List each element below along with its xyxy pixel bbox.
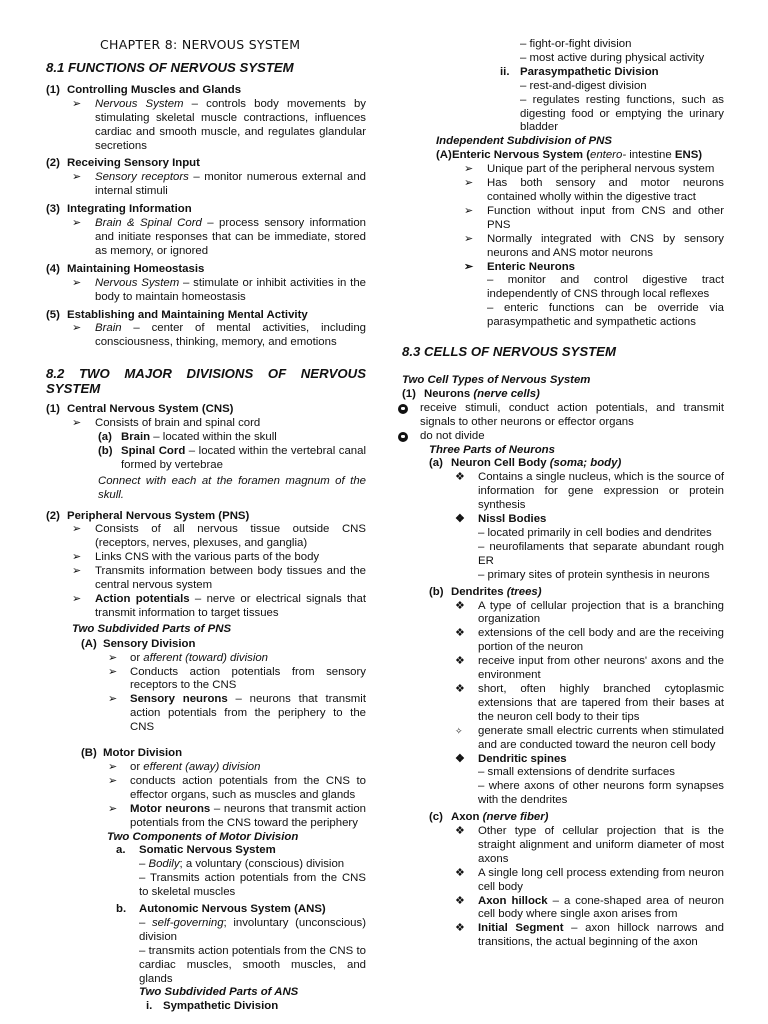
function-item-2: (2) Receiving Sensory Input ➢ Sensory receptors – monitor numerous external and internal stimuli [46, 157, 366, 198]
diamond-bullet-icon: ❖ [455, 655, 465, 668]
arrow-bullet-icon: ➢ [464, 177, 474, 190]
section-8-3-heading: 8.3 CELLS OF NERVOUS SYSTEM [402, 344, 616, 360]
diamond-bullet-icon: ❖ [455, 922, 465, 935]
small-diamond-bullet-icon: ✧ [455, 725, 463, 736]
pns-block: (2) Peripheral Nervous System (PNS) ➢ Consists of all nervous tissue outside CNS (receptors, nerves, plexuses, and ganglia) ➢ Links CNS with the various parts of the body ➢ Transmits information between body tissues and the central nervous system ➢ Action potentials – nerve or electrical signals that transmit information to target tissues Two Subdivided Parts of PNS (A) Sensory Division ➢ or afferent (toward) division ➢ Conducts action potentials from sensory receptors to the CNS ➢ Sensory neurons – neurons that transmit action potentials from the periphery to the CNS (B) Motor Division ➢ or efferent (away) division ➢ conducts action potentials from the CNS to effector organs, such as muscles and glands ➢ Motor neurons – neurons that transmit action potentials from the CNS toward the periphery Two Components of Motor Division a. Somatic Nervous System – Bodily; a voluntary (conscious) division – Transmits action potentials from the CNS to skeletal muscles b. Autonomic Nervous System (ANS) – self-governing; involuntary (unconscious) division – transmits action potentials from the CNS to cardiac muscles, smooth muscles, and glands Two Subdivided Parts of ANS i. Sympathetic Division [46, 509, 366, 1013]
arrow-bullet-icon: ➢ [464, 204, 474, 217]
cell-types-heading: Two Cell Types of Nervous System [402, 374, 591, 387]
section-8-1-heading: 8.1 FUNCTIONS OF NERVOUS SYSTEM [46, 59, 294, 75]
arrow-bullet-icon: ➢ [464, 232, 474, 245]
arrow-bullet-icon: ➢ [72, 97, 82, 110]
function-title: Controlling Muscles and Glands [67, 83, 242, 96]
right-column: – fight-or-fight division – most active during physical activity ii. Parasympathetic Division – rest-and-digest division – regulates resting functions, such as digesting food or emptying the urinary bladder Independent Subdivision of PNS (A) Enteric Nervous System (entero- intestine ENS) ➢ Unique part of the peripheral nervous system ➢ Has both sensory and motor neurons contained wholly within the digestive tract ➢ Function without input from CNS and other PNS ➢ Normally integrated with CNS by sensory neurons and ANS motor neurons ➢ Enteric Neurons – monitor and control digestive tract independently of CNS through local reflexes – enteric functions can be override via parasympathetic and sympathetic actions 8.3 CELLS OF NERVOUS SYSTEM Two Cell Types of Nervous System (1) Neurons (nerve cells) receive stimuli, conduct action potentials, and transmit signals to other neurons or effector organs do not divide Three Parts of Neurons (a) Neuron Cell Body (soma; body) ❖ Contains a single nucleus, which is the source of information for gene expression or protein synthesis ❖ Nissl Bodies – located primarily in cell bodies and dendrites – neurofilaments that separate abundant rough ER – primary sites of protein synthesis in neurons (b) Dendrites (trees) ❖ A type of cellular projection that is a branching organization ❖ extensions of the cell body and are the receiving portion of the neuron ❖ receive input from other neurons' axons and the environment ❖ short, often highly branched cytoplasmic extensions that are tapered from their bases at the neuron cell body to their tips ✧ generate small electric currents when stimulated and are conducted toward the neuron cell body ❖ Dendritic spines – small extensions of dendrite surfaces – where axons of other neurons form synapses with the dendrites (c) Axon (nerve fiber) ❖ Other type of cellular projection that is the straight alignment and uniform diameter of most axons ❖ A single long cell process extending from neuron cell body ❖ Axon hillock – a cone-shaped area of neuron cell body where single axon arises from ❖ Initial Segment – axon hillock narrows and transitions, the actual beginning of the axon [398, 0, 724, 950]
arrow-outline-icon: ➢ [108, 665, 118, 678]
cns-note: Connect with each at the foramen magnum of the skull. [98, 474, 366, 501]
autonomic-nervous-system: b. Autonomic Nervous System (ANS) – self-governing; involuntary (unconscious) division – transmits action potentials from the CNS to cardiac muscles, smooth muscles, and glands [116, 903, 366, 985]
cns-block: (1) Central Nervous System (CNS) ➢ Consists of brain and spinal cord (a) Brain – located within the skull (b) Spinal Cord – located within the vertebral canal formed by vertebrae Connect with each at the foramen magnum of the skull. [46, 403, 366, 501]
function-title: Establishing and Maintaining Mental Activity [67, 308, 308, 321]
enteric-nervous-system: (A) Enteric Nervous System (entero- intestine ENS) ➢ Unique part of the peripheral nervous system ➢ Has both sensory and motor neurons contained wholly within the digestive tract ➢ Function without input from CNS and other PNS ➢ Normally integrated with CNS by sensory neurons and ANS motor neurons ➢ Enteric Neurons – monitor and control digestive tract independently of CNS through local reflexes – enteric functions can be override via parasympathetic and sympathetic actions [436, 149, 724, 329]
arrow-bullet-icon: ➢ [108, 802, 118, 815]
circle-bullet-icon [398, 432, 408, 442]
cns-title: Central Nervous System (CNS) [67, 403, 234, 416]
function-item-4: (4) Maintaining Homeostasis ➢ Nervous System – stimulate or inhibit activities in the body to maintain homeostasis [46, 262, 366, 303]
function-title: Receiving Sensory Input [67, 157, 200, 170]
motor-division: (B) Motor Division ➢ or efferent (away) division ➢ conducts action potentials from the CNS to effector organs, such as muscles and glands ➢ Motor neurons – neurons that transmit action potentials from the CNS toward the periphery Two Components of Motor Division a. Somatic Nervous System – Bodily; a voluntary (conscious) division – Transmits action potentials from the CNS to skeletal muscles b. Autonomic Nervous System (ANS) – self-governing; involuntary (unconscious) division – transmits action potentials from the CNS to cardiac muscles, smooth muscles, and glands Two Subdivided Parts of ANS i. Sympathetic Division [46, 747, 366, 1014]
diamond-bullet-icon: ❖ [455, 894, 465, 907]
diamond-bullet-icon: ❖ [455, 682, 465, 695]
arrow-bullet-icon: ➢ [72, 276, 82, 289]
function-title: Maintaining Homeostasis [67, 262, 205, 275]
sympathetic-division-cont: – fight-or-fight division – most active during physical activity [520, 38, 705, 64]
diamond-bullet-icon: ❖ [455, 513, 465, 526]
parasympathetic-division: ii. Parasympathetic Division – rest-and-digest division – regulates resting functions, such as digesting food or emptying the urinary bladder [500, 65, 724, 134]
arrow-bullet-icon: ➢ [72, 217, 82, 230]
diamond-bullet-icon: ❖ [455, 627, 465, 640]
left-column [46, 0, 366, 1014]
pns-subdiv-heading: Two Subdivided Parts of PNS [72, 622, 232, 635]
independent-subdivision-heading: Independent Subdivision of PNS [436, 135, 612, 148]
arrow-bullet-icon: ➢ [72, 171, 82, 184]
arrow-bullet-icon: ➢ [72, 593, 82, 605]
section-8-2-heading: 8.2 TWO MAJOR DIVISIONS OF NERVOUS SYSTEM [46, 366, 366, 397]
arrow-bullet-icon: ➢ [464, 260, 474, 273]
arrow-bullet-icon: ➢ [72, 565, 82, 578]
arrow-bullet-icon: ➢ [72, 417, 82, 430]
dendrites: (b) Dendrites (trees) ❖ A type of cellular projection that is a branching organization ❖ extensions of the cell body and are the receiving portion of the neuron ❖ receive input from other neurons' axons and the environment ❖ short, often highly branched cytoplasmic extensions that are tapered from their bases at the neuron cell body to their tips ✧ generate small electric currents when stimulated and are conducted toward the neuron cell body ❖ Dendritic spines – small extensions of dendrite surfaces – where axons of other neurons form synapses with the dendrites [429, 585, 724, 807]
diamond-bullet-icon: ❖ [455, 825, 465, 838]
function-item-3: (3) Integrating Information ➢ Brain & Spinal Cord – process sensory information and initiate responses that can be immediate, stored as memory, or ignored [46, 203, 366, 257]
diamond-bullet-icon: ❖ [455, 599, 465, 612]
chapter-title: CHAPTER 8: NERVOUS SYSTEM [100, 37, 301, 52]
diamond-bullet-icon: ❖ [455, 752, 465, 765]
neurons-title: (1) Neurons (nerve cells) [402, 387, 540, 400]
arrow-bullet-icon: ➢ [72, 322, 82, 335]
arrow-outline-icon: ➢ [108, 760, 118, 773]
arrow-bullet-icon: ➢ [464, 163, 474, 176]
neuron-cell-body: (a) Neuron Cell Body (soma; body) ❖ Contains a single nucleus, which is the source of information for gene expression or protein synthesis ❖ Nissl Bodies – located primarily in cell bodies and dendrites – neurofilaments that separate abundant rough ER – primary sites of protein synthesis in neurons [429, 457, 724, 581]
motor-components-heading: Two Components of Motor Division [107, 830, 299, 843]
diamond-bullet-icon: ❖ [455, 866, 465, 879]
function-item-1: (1) Controlling Muscles and Glands ➢ Nervous System – controls body movements by stimulating skeletal muscle contractions, influences cardiac and smooth muscle, and regulates glandular secretions [46, 83, 366, 152]
sympathetic-division-title: i. Sympathetic Division [146, 1000, 279, 1013]
somatic-nervous-system: a. Somatic Nervous System – Bodily; a voluntary (conscious) division – Transmits action potentials from the CNS to skeletal muscles [116, 844, 366, 899]
circle-bullet-icon [398, 404, 408, 414]
arrow-bullet-icon: ➢ [108, 693, 118, 706]
arrow-outline-icon: ➢ [108, 651, 118, 664]
arrow-bullet-icon: ➢ [72, 551, 82, 564]
neuron-parts-heading: Three Parts of Neurons [429, 443, 555, 456]
sensory-division: (A) Sensory Division ➢ or afferent (toward) division ➢ Conducts action potentials from sensory receptors to the CNS ➢ Sensory neurons – neurons that transmit action potentials from the periphery to the CNS [81, 637, 366, 734]
arrow-bullet-icon: ➢ [108, 774, 118, 787]
function-title: Integrating Information [67, 203, 192, 216]
ans-subdivided-heading: Two Subdivided Parts of ANS [139, 986, 299, 999]
pns-title: Peripheral Nervous System (PNS) [67, 509, 250, 522]
arrow-bullet-icon: ➢ [72, 523, 82, 536]
function-item-5: (5) Establishing and Maintaining Mental Activity ➢ Brain – center of mental activities, including consciousness, thinking, memory, and emotions [46, 308, 366, 349]
diamond-bullet-icon: ❖ [455, 471, 465, 484]
axon: (c) Axon (nerve fiber) ❖ Other type of cellular projection that is the straight alignment and uniform diameter of most axons ❖ A single long cell process extending from neuron cell body ❖ Axon hillock – a cone-shaped area of neuron cell body where single axon arises from ❖ Initial Segment – axon hillock narrows and transitions, the actual beginning of the axon [429, 811, 725, 949]
